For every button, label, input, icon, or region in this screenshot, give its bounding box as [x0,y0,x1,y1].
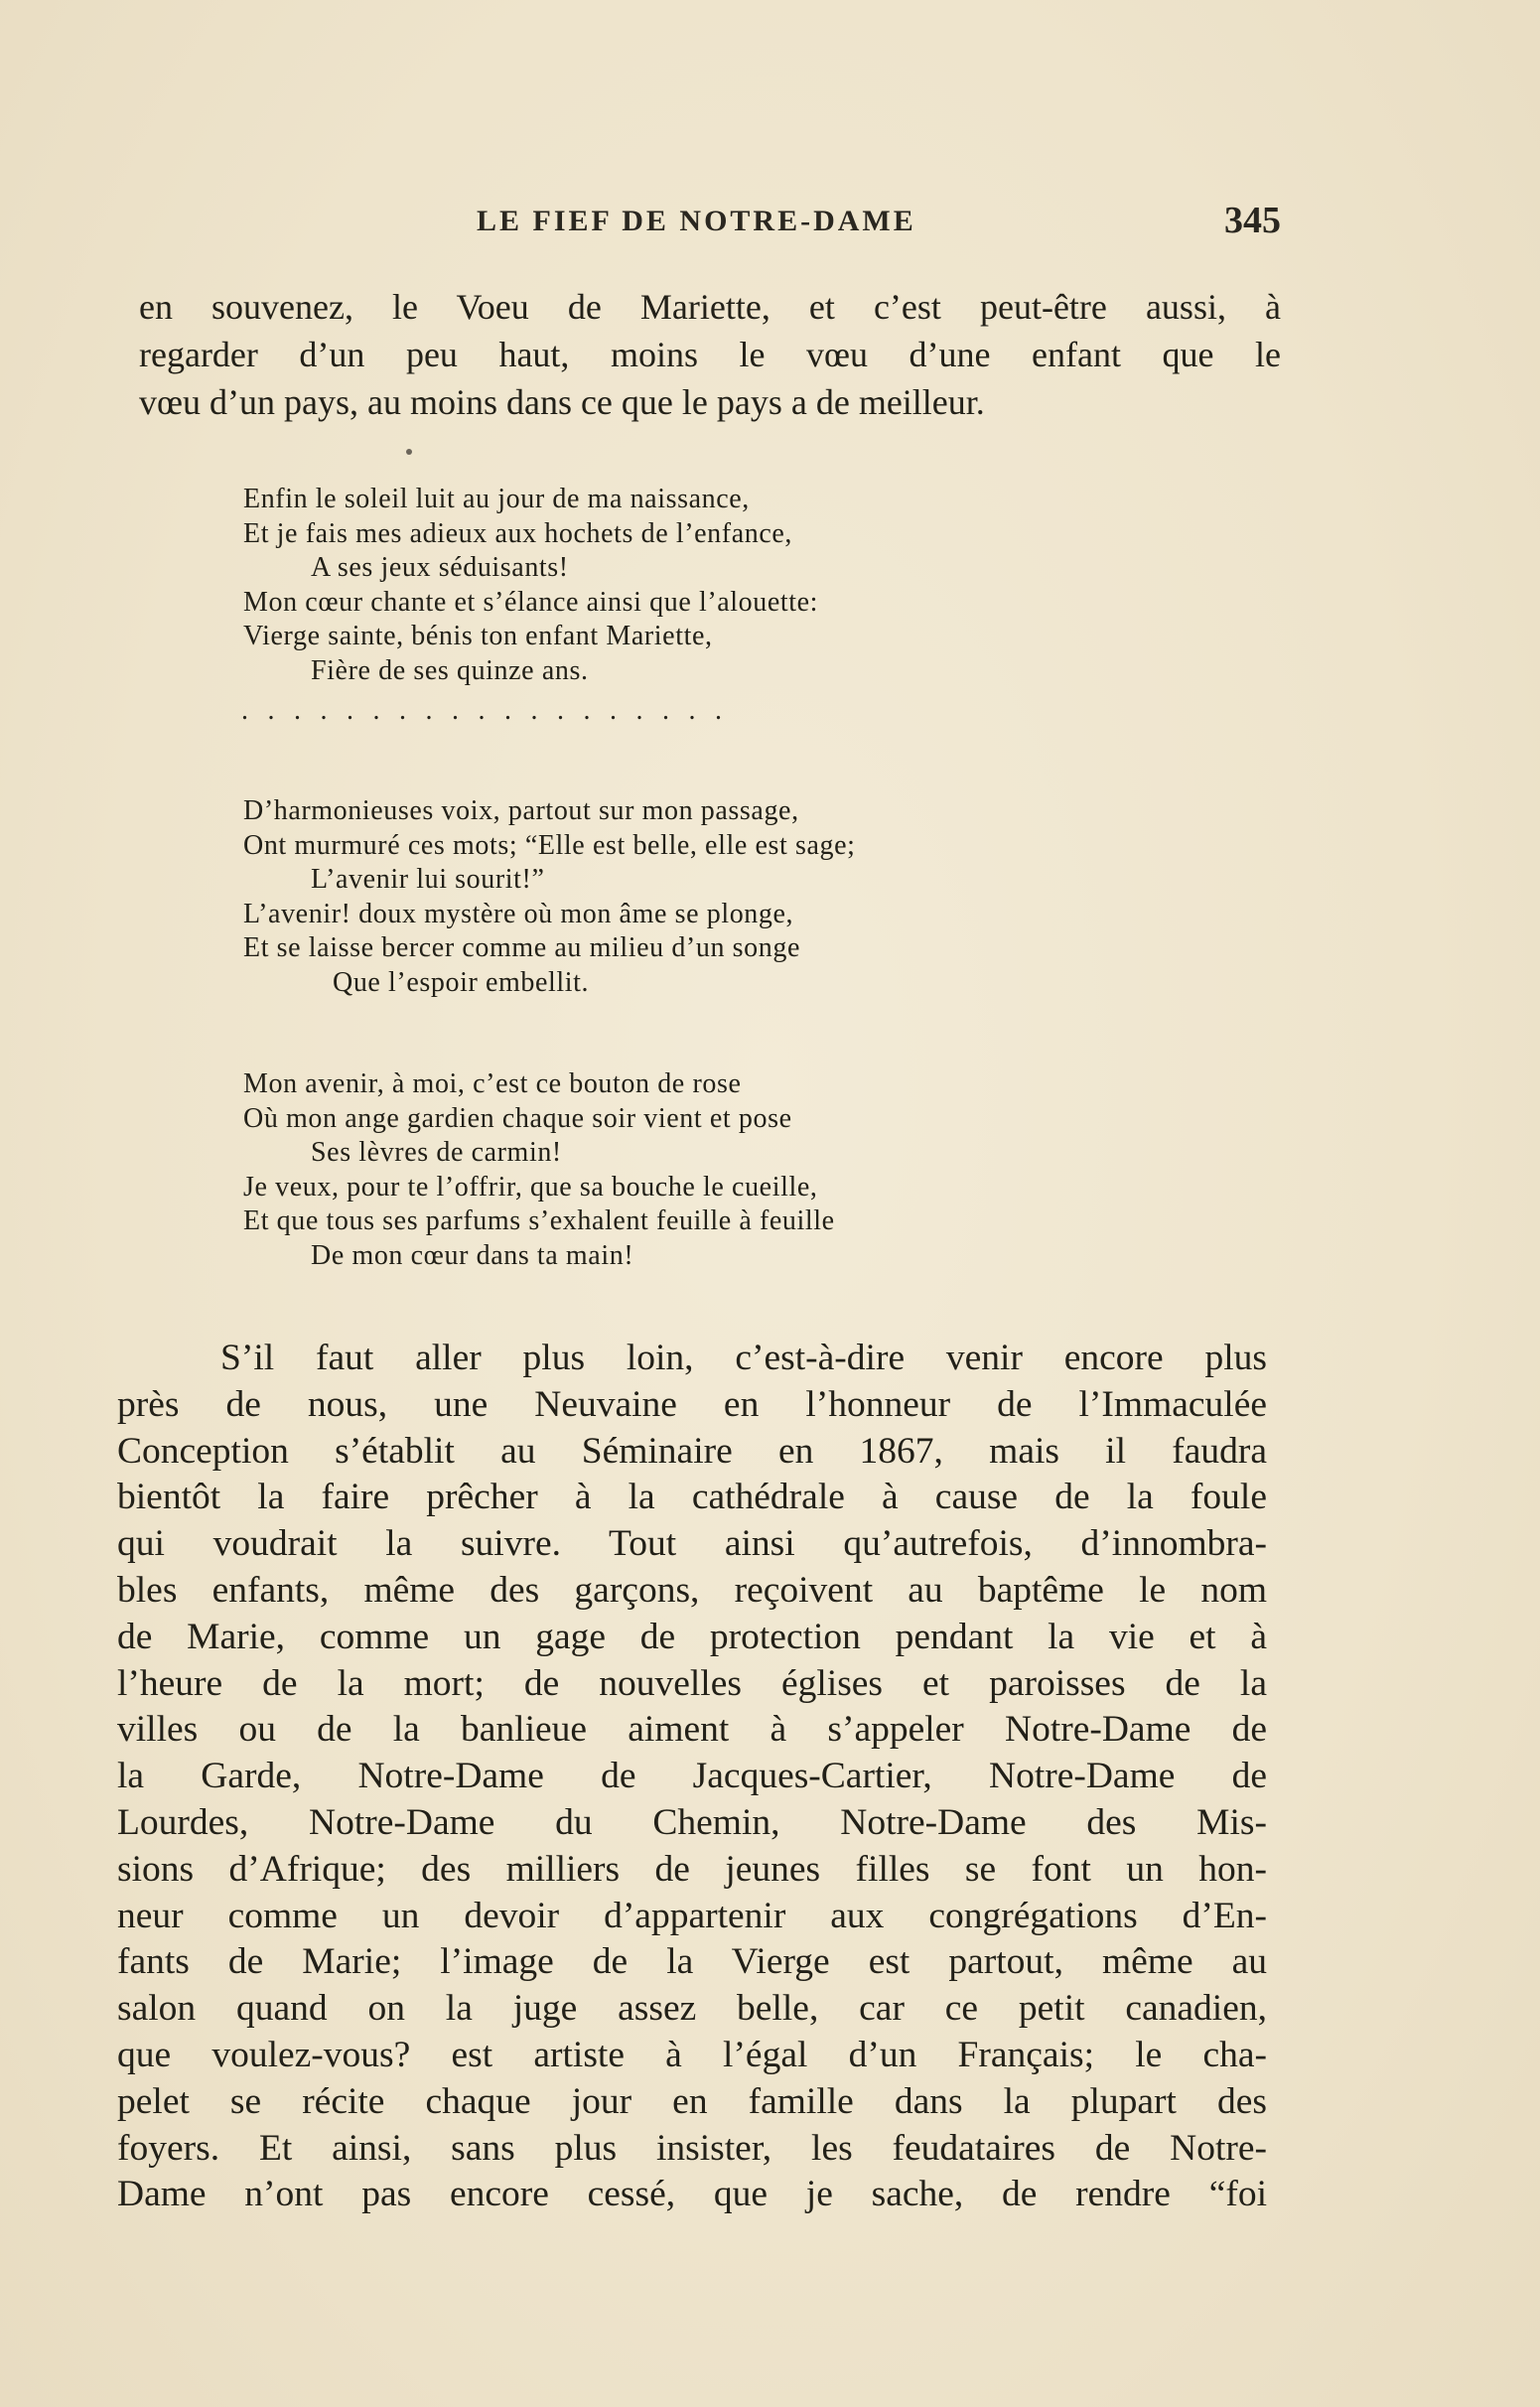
verse-line: Mon cœur chante et s’élance ainsi que l’alouette: [243,586,819,618]
body-line: sions d’Afrique; des milliers de jeunes filles se font un hon- [117,1848,1267,1890]
body-line: Lourdes, Notre-Dame du Chemin, Notre-Dame des Mis- [117,1801,1267,1843]
body-line: l’heure de la mort; de nouvelles églises et paroisses de la [117,1662,1267,1704]
poem-stanza-2 [243,794,1196,1000]
body-paragraph [117,1336,1267,2218]
body-line: S’il faut aller plus loin, c’est-à-dire venir encore plus [220,1338,1267,1378]
verse-line: Et se laisse bercer comme au milieu d’un songe [243,932,800,963]
body-line: près de nous, une Neuvaine en l’honneur de l’Immaculée [117,1383,1267,1425]
body-line: la Garde, Notre-Dame de Jacques-Cartier, Notre-Dame de [117,1756,1267,1797]
page-number: 345 [1224,200,1281,241]
verse-line: Ont murmuré ces mots; “Elle est belle, elle est sage; [243,829,856,861]
body-line: villes ou de la banlieue aiment à s’appeler Notre-Dame de [117,1709,1267,1751]
verse-line: L’avenir! doux mystère où mon âme se plonge, [243,898,794,929]
running-head [139,199,1281,248]
intro-line: regarder d’un peu haut, moins le vœu d’une enfant que le [139,335,1281,374]
body-line: que voulez-vous? est artiste à l’égal d’un Français; le cha- [117,2034,1267,2075]
body-line: bles enfants, même des garçons, reçoivent au baptême le nom [117,1569,1267,1611]
verse-line: Que l’espoir embellit. [333,966,590,998]
intro-line: en souvenez, le Voeu de Mariette, et c’est peut-être aussi, à [139,287,1281,327]
running-head-title: LE FIEF DE NOTRE-DAME [477,205,916,237]
verse-line: Ses lèvres de carmin! [311,1137,562,1168]
verse-line: Où mon ange gardien chaque soir vient et pose [243,1102,792,1134]
body-line: bientôt la faire prêcher à la cathédrale à cause de la foule [117,1477,1267,1518]
poem-stanza-1 [243,483,1196,688]
verse-line: Et que tous ses parfums s’exhalent feuille à feuille [243,1205,835,1236]
verse-line: Mon avenir, à moi, c’est ce bouton de rose [243,1068,742,1099]
body-line: salon quand on la juge assez belle, car ce petit canadien, [117,1988,1267,2030]
body-line: qui voudrait la suivre. Tout ainsi qu’autrefois, d’innombra- [117,1523,1267,1565]
body-line: pelet se récite chaque jour en famille dans la plupart des [117,2080,1267,2122]
body-line: de Marie, comme un gage de protection pendant la vie et à [117,1616,1267,1657]
body-line: foyers. Et ainsi, sans plus insister, les feudataires de Notre- [117,2127,1267,2169]
body-line: neur comme un devoir d’appartenir aux congrégations d’En- [117,1895,1267,1936]
ellipsis-row: ................... [241,695,742,726]
verse-line: Je veux, pour te l’offrir, que sa bouche le cueille, [243,1171,818,1203]
body-line: Conception s’établit au Séminaire en 1867, mais il faudra [117,1430,1267,1472]
verse-line: Enfin le soleil luit au jour de ma naissance, [243,484,750,514]
verse-line: L’avenir lui sourit!” [311,864,545,895]
poem-stanza-3 [243,1067,1196,1273]
print-speck [406,449,412,455]
intro-line: vœu d’un pays, au moins dans ce que le pays a de meilleur. [139,382,985,422]
body-line: Dame n’ont pas encore cessé, que je sache, de rendre “foi [117,2174,1267,2215]
body-line: fants de Marie; l’image de la Vierge est partout, même au [117,1941,1267,1983]
verse-line: A ses jeux séduisants! [311,552,569,583]
verse-line: Vierge sainte, bénis ton enfant Mariette, [243,621,713,651]
verse-line: Fière de ses quinze ans. [311,654,589,686]
verse-line: De mon cœur dans ta main! [311,1239,634,1271]
verse-line: Et je fais mes adieux aux hochets de l’enfance, [243,517,792,549]
intro-paragraph [139,283,1281,426]
verse-line: D’harmonieuses voix, partout sur mon passage, [243,795,799,826]
